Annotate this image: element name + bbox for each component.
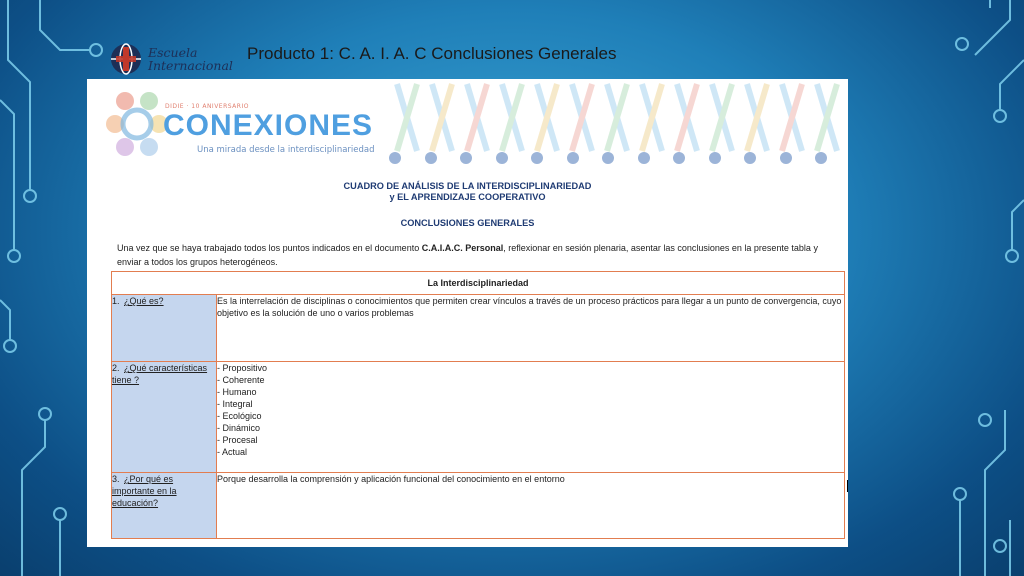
school-logo — [108, 41, 233, 77]
table-row — [112, 295, 845, 362]
answer-cell: Es la interrelación de disciplinas o conocimientos que permiten crear vínculos a través de un proceso prácticos para llegar a un punto de convergencia, cuyo objetivo es la solución de uno o varios problemas — [217, 295, 845, 362]
globe-logo-icon — [108, 41, 144, 77]
list-item: - Dinámico — [217, 423, 261, 433]
list-item: - Coherente — [217, 375, 265, 385]
question-number: 1. — [112, 296, 120, 306]
document-subtitle: CONCLUSIONES GENERALES — [400, 218, 535, 228]
table-row — [112, 362, 845, 473]
question-text: ¿Qué características tiene ? — [112, 363, 208, 385]
list-item: - Propositivo — [217, 363, 268, 373]
intro-bold-text: C.A.I.A.C. Personal — [421, 243, 504, 253]
list-item: - Procesal — [217, 435, 258, 445]
list-item: - Ecológico — [217, 411, 262, 421]
hexagon-logo-icon — [106, 92, 168, 156]
question-cell — [112, 362, 217, 473]
intro-text-end: , reflexionar en sesión plenaria, asentar las conclusiones en la presente tabla y enviar a todos los grupos heterogéneos. — [117, 243, 818, 267]
question-text: ¿Qué es? — [124, 296, 164, 306]
conexiones-banner — [87, 79, 848, 169]
question-text: ¿Por qué es importante en la educación? — [112, 474, 177, 508]
intro-text-start: Una vez que se haya trabajado todos los puntos indicados en el documento — [117, 243, 422, 253]
document-title — [87, 181, 848, 203]
table-row — [112, 473, 845, 539]
question-cell — [112, 473, 217, 539]
slide-header — [108, 38, 617, 80]
logo-line-1: Escuela — [148, 45, 198, 60]
question-number: 2. — [112, 363, 120, 373]
list-item: - Humano — [217, 387, 257, 397]
question-number: 3. — [112, 474, 120, 484]
table-header: La Interdisciplinariedad — [112, 272, 845, 295]
document-image — [87, 79, 848, 547]
table-header-row — [112, 272, 845, 295]
answer-cell — [217, 362, 845, 473]
document-title-line-2: y EL APRENDIZAJE COOPERATIVO — [389, 192, 546, 202]
conexiones-tagline: Una mirada desde la interdisciplinariedad — [197, 145, 375, 155]
conclusions-table — [111, 271, 845, 539]
list-item: - Integral — [217, 399, 253, 409]
logo-text — [148, 46, 233, 72]
instructions-paragraph — [117, 241, 837, 269]
anniversary-text: DIDIE · 10 ANIVERSARIO — [165, 103, 249, 110]
logo-line-2: Internacional — [148, 58, 233, 73]
list-item: - Actual — [217, 447, 248, 457]
question-cell — [112, 295, 217, 362]
conexiones-brand: CONEXIONES — [163, 109, 374, 142]
slide-title: Producto 1: C. A. I. A. C Conclusiones Generales — [247, 44, 617, 63]
text-cursor — [847, 480, 848, 492]
document-title-line-1: CUADRO DE ANÁLISIS DE LA INTERDISCIPLINARIEDAD — [343, 181, 592, 191]
answer-cell: Porque desarrolla la comprensión y aplicación funcional del conocimiento en el entorno — [217, 473, 845, 539]
